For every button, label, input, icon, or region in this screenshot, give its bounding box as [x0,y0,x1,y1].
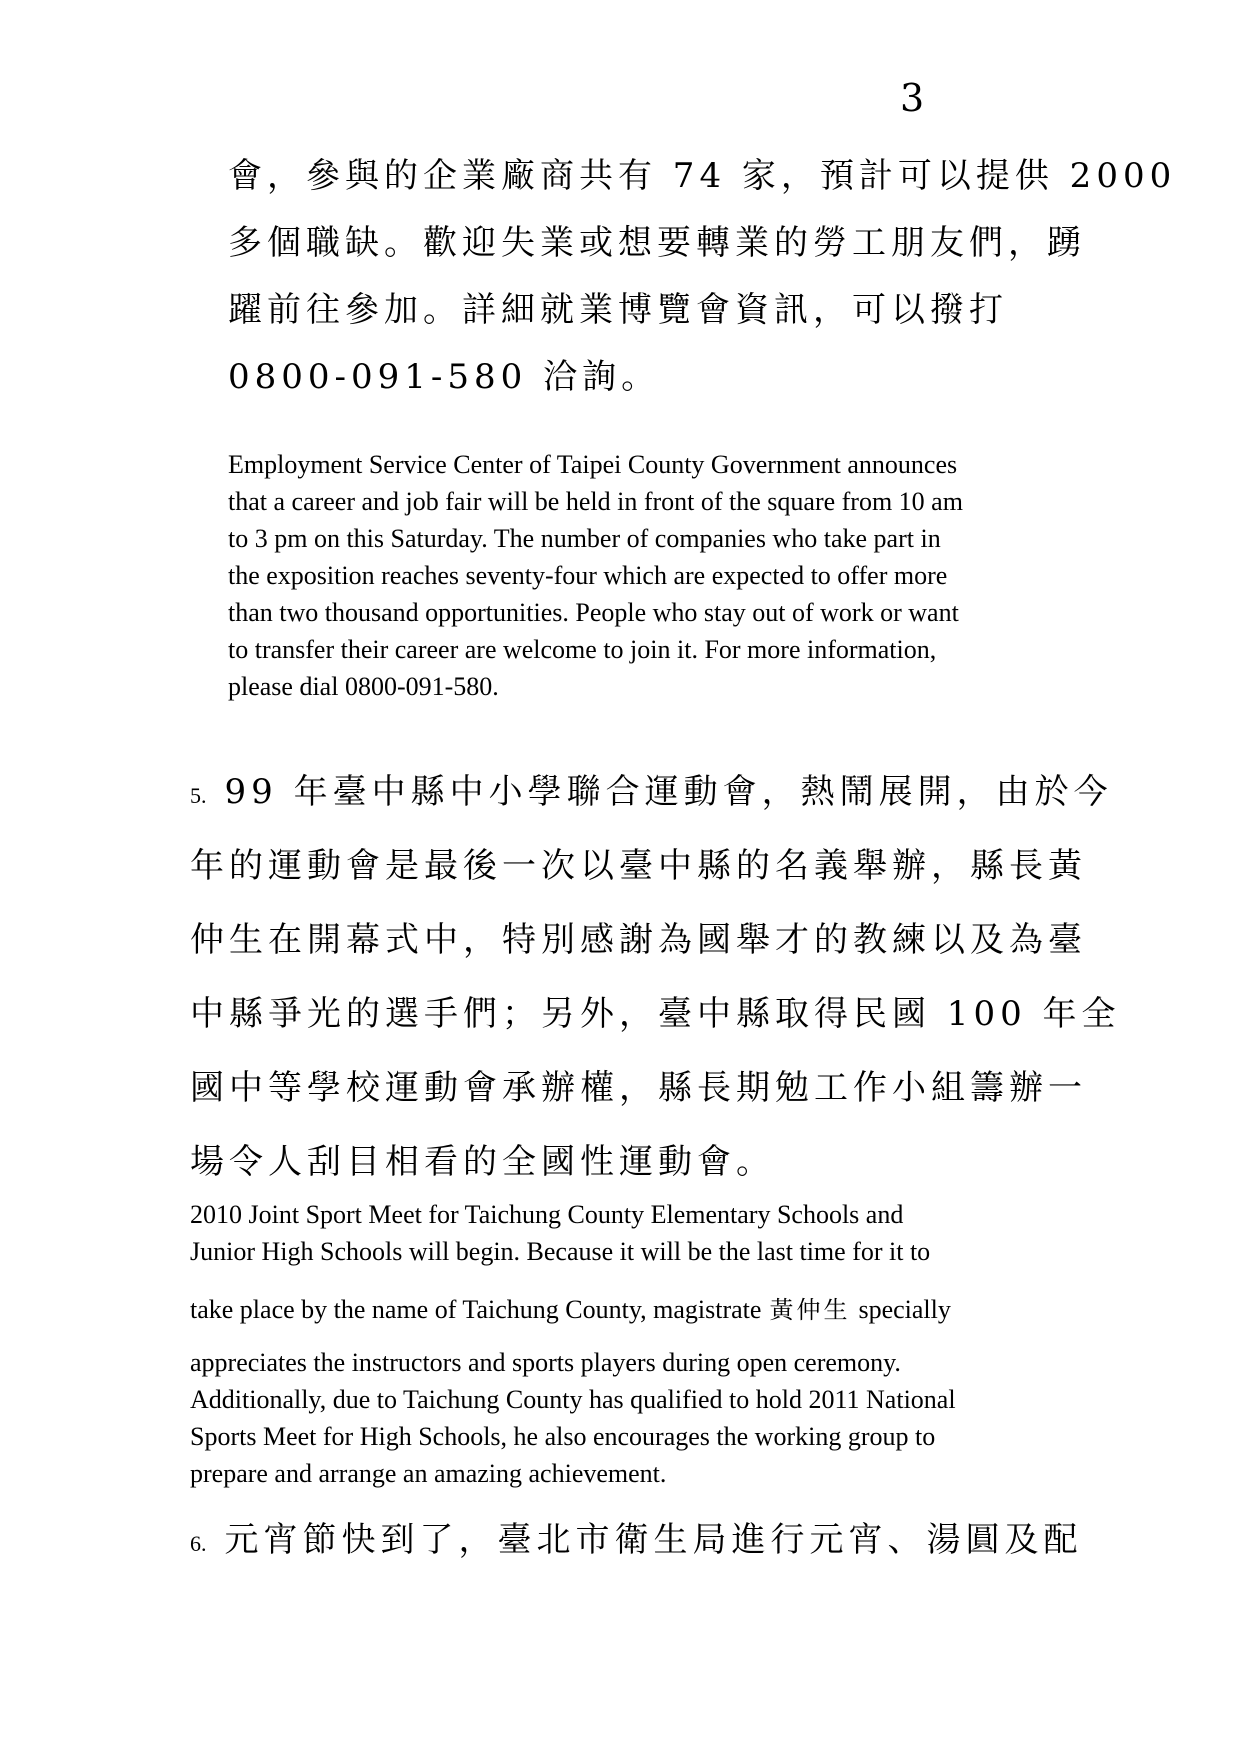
item5-en-line: 2010 Joint Sport Meet for Taichung County Elementary Schools and [190,1200,904,1229]
item6-number: 6. [190,1531,207,1556]
item4-en-line: please dial 0800-091-580. [228,672,499,701]
item4-en-line: than two thousand opportunities. People who stay out of work or want [228,598,959,627]
item4-en-line: that a career and job fair will be held in front of the square from 10 am [228,487,963,516]
magistrate-name: 黃仲生 [769,1296,851,1324]
item4-zh-line: 0800-091-580 洽詢。 [228,357,661,397]
item5-zh-line: 仲生在開幕式中，特別感謝為國舉才的教練以及為臺 [190,920,1087,960]
item5-zh-line: 國中等學校運動會承辦權，縣長期勉工作小組籌辦一 [190,1068,1087,1108]
item5-zh-first-line [190,764,1113,813]
item5-en-text: take place by the name of Taichung County, magistrate [190,1295,762,1324]
item6-zh-line: 元宵節快到了，臺北市衛生局進行元宵、湯圓及配 [224,1520,1083,1560]
item5-zh-line: 中縣爭光的選手們；另外，臺中縣取得民國 100 年全 [190,994,1121,1034]
item5-en-line: Additionally, due to Taichung County has qualified to hold 2011 National [190,1385,956,1414]
item4-zh-line: 躍前往參加。詳細就業博覽會資訊，可以撥打 [228,290,1008,330]
item5-number: 5. [190,783,207,808]
page-number: 3 [900,76,925,120]
item4-en-line: Employment Service Center of Taipei County Government announces [228,450,958,479]
item4-en-line: the exposition reaches seventy-four which are expected to offer more [228,561,948,590]
item5-en-line-with-name [190,1290,951,1325]
item5-en-text: specially [858,1295,951,1324]
item4-en-line: to transfer their career are welcome to join it. For more information, [228,635,937,664]
item5-zh-line: 年的運動會是最後一次以臺中縣的名義舉辦，縣長黃 [190,846,1087,886]
item4-en-line: to 3 pm on this Saturday. The number of companies who take part in [228,524,941,553]
item5-zh-line: 場令人刮目相看的全國性運動會。 [190,1142,775,1182]
item5-en-line: appreciates the instructors and sports players during open ceremony. [190,1348,901,1377]
item4-zh-line: 多個職缺。歡迎失業或想要轉業的勞工朋友們，踴 [228,223,1086,263]
item5-en-line: Sports Meet for High Schools, he also encourages the working group to [190,1422,936,1451]
item5-en-line: prepare and arrange an amazing achievement. [190,1459,667,1488]
item6-zh-first-line [190,1512,1083,1561]
item4-zh-line: 會，參與的企業廠商共有 74 家，預計可以提供 2000 [228,156,1177,196]
item5-en-line: Junior High Schools will begin. Because it will be the last time for it to [190,1237,931,1266]
item5-zh-line: 99 年臺中縣中小學聯合運動會，熱鬧展開，由於今 [224,772,1113,812]
